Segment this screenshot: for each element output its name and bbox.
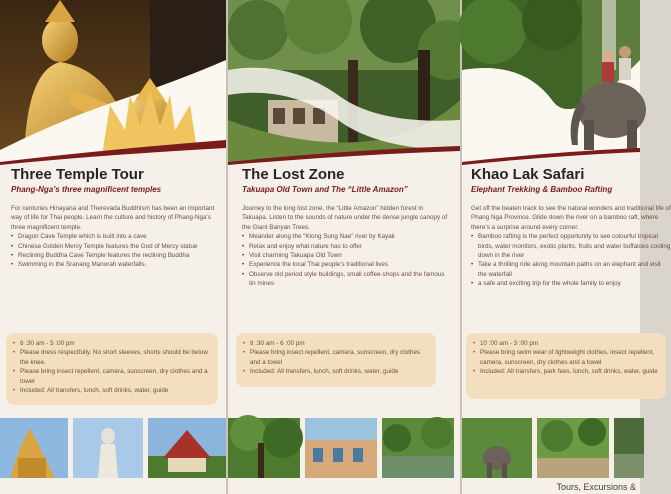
old-town-photo — [305, 418, 377, 478]
list-item: • Please bring insect repellent, camera, sunscreen, dry clothes and a towel — [13, 367, 211, 386]
tour-details-box — [6, 333, 218, 405]
tour-description — [471, 204, 671, 289]
elephant-photo — [462, 418, 532, 478]
panel-the-lost-zone — [228, 0, 460, 494]
highlights-list — [471, 232, 671, 288]
panel-khao-lak-safari — [462, 0, 671, 494]
intro-text: For centuries Hinayana and Therevada Buddhism has been an important way of life for Thai people. Learn the culture and history of Phang-Nga’s three magnificent temple. — [11, 205, 215, 231]
dragon-temple-photo — [0, 418, 68, 478]
list-item: • Take a thrilling ride along mountain paths on an elephant and visit the waterfall — [471, 260, 671, 279]
forest-header-photo — [228, 0, 460, 168]
jungle-path-photo — [537, 418, 609, 478]
tour-description — [242, 204, 448, 289]
tour-title: Khao Lak Safari — [471, 166, 585, 183]
tour-time: • 8 :30 am - 5 :00 pm — [13, 339, 211, 348]
river-photo — [382, 418, 454, 478]
list-item: • Please bring swim wear of lightweight clothes, insect repellent, camera, sunscreen, dry clothes and a towel — [473, 348, 659, 367]
tour-subtitle: Phang-Nga’s three magnificent temples — [11, 185, 162, 194]
brochure-footer: Tours, Excursions & — [556, 482, 636, 492]
intro-text: Journey to the long lost zone, the “Little Amazon” hidden forest in Takuapa. Listen to the sounds of nature under the dense jungle canopy of the Giant Banyan Trees. — [242, 205, 448, 231]
list-item: • a safe and exciting trip for the whole family to enjoy — [471, 279, 671, 288]
photo-strip — [0, 418, 226, 478]
mercy-statue-photo — [73, 418, 143, 478]
temple-header-photo — [0, 0, 226, 168]
highlights-list — [242, 232, 448, 288]
safari-header-photo — [462, 0, 640, 168]
list-item: • Dragon Cave Temple which is built into a cave — [11, 232, 217, 241]
list-item: • Observe old period style buildings, small coffee-shops and the famous tin mines — [242, 270, 448, 289]
tour-details-box — [466, 333, 666, 399]
bamboo-raft-photo — [614, 418, 644, 478]
list-item: • Experience the local Thai people’s traditional lives — [242, 260, 448, 269]
tour-time: • 8 :30 am - 6 :00 pm — [243, 339, 429, 348]
reclining-buddha-temple-photo — [148, 418, 226, 478]
list-item: • Reclining Buddha Cave Temple features the reclining Buddha — [11, 251, 217, 260]
tour-time: • 10 :00 am - 3 :00 pm — [473, 339, 659, 348]
list-item: • Meander along the “Klong Sung Nae” river by Kayak — [242, 232, 448, 241]
tour-title: The Lost Zone — [242, 166, 345, 183]
list-item: • Swimming in the Sranang Manorah waterfalls. — [11, 260, 217, 269]
panel-three-temple-tour — [0, 0, 226, 494]
list-item: • Please bring insect repellent, camera, sunscreen, dry clothes and a towel — [243, 348, 429, 367]
tour-details-box — [236, 333, 436, 387]
intro-text: Get off the beaten track to see the natural wonders and traditional life of Phang Nga Province. Glide down the river on a bamboo raft, where there’s a surprise around every corner. — [471, 205, 671, 231]
tour-subtitle: Elephant Trekking & Bamboo Rafting — [471, 185, 613, 194]
list-item: • Included: All transfers, park fees, lunch, soft drinks, water, guide — [473, 367, 659, 376]
list-item: • Included: All transfers, lunch, soft drinks, water, guide — [13, 386, 211, 395]
list-item: • Visit charming Takuapa Old Town — [242, 251, 448, 260]
highlights-list — [11, 232, 217, 270]
tour-subtitle: Takuapa Old Town and The “Little Amazon” — [242, 185, 408, 194]
photo-strip — [462, 418, 644, 478]
list-item: • Included: All transfers, lunch, soft drinks, water, guide — [243, 367, 429, 376]
photo-strip — [228, 418, 454, 478]
list-item: • Please dress respectfully. No short sleeves, shorts should be below the knee. — [13, 348, 211, 367]
list-item: • Relax and enjoy what nature has to offer — [242, 242, 448, 251]
tour-description — [11, 204, 217, 270]
tour-title: Three Temple Tour — [11, 166, 144, 183]
list-item: • Bamboo rafting is the perfect opportunity to see colourful tropical birds, water monitors, exotic plants, fruits and water buffaloes cooling down in the river — [471, 232, 671, 260]
forest-photo — [228, 418, 300, 478]
list-item: • Chinese Golden Mercy Temple features the God of Mercy statue — [11, 242, 217, 251]
